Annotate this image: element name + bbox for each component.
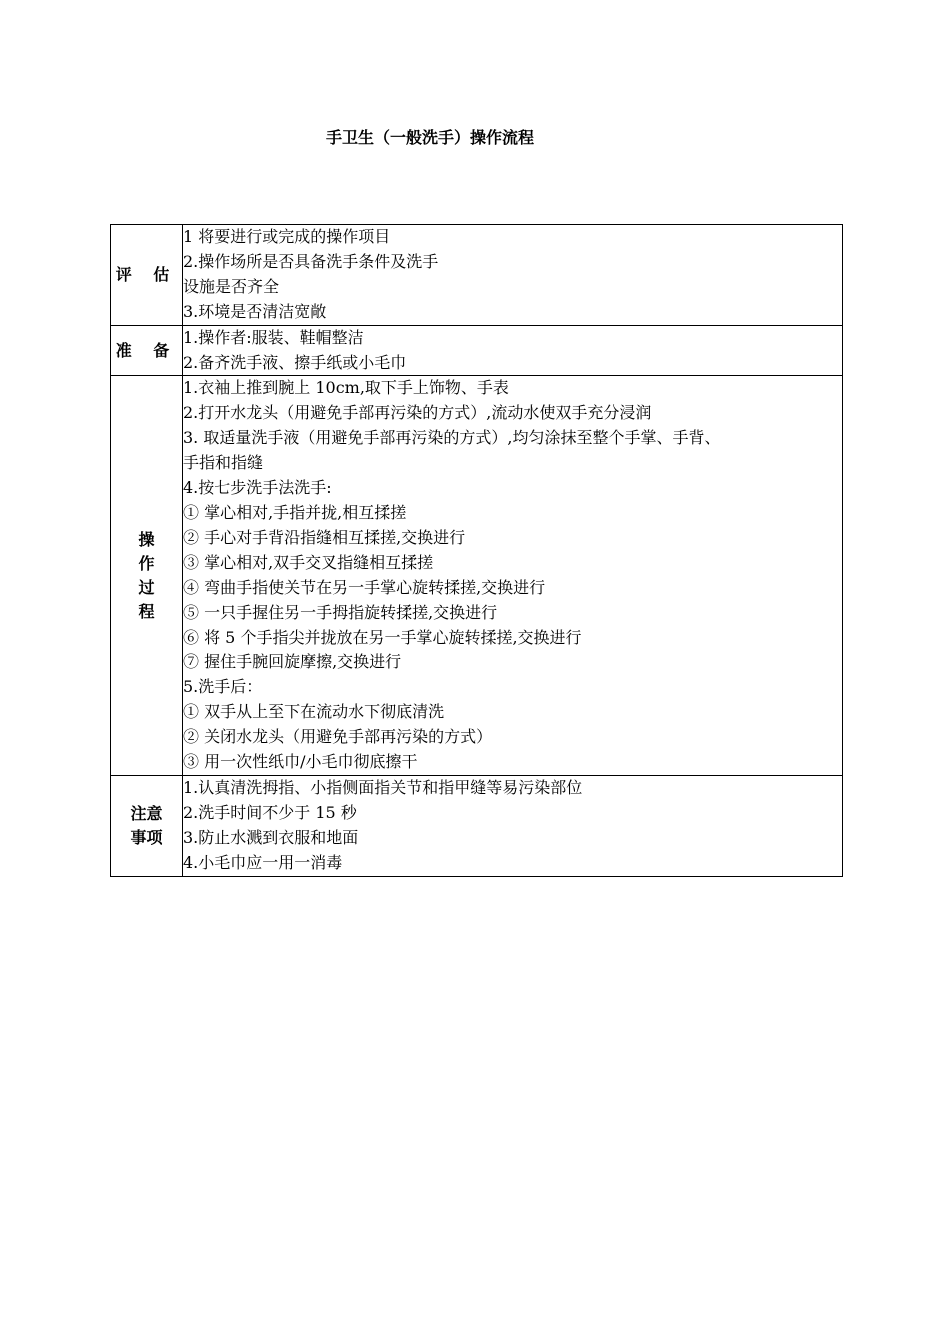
- row-content-notes: [183, 775, 843, 876]
- list-item: ⑤ 一只手握住另一手拇指旋转揉搓,交换进行: [183, 602, 498, 622]
- list-item: 4.小毛巾应一用一消毒: [183, 852, 343, 872]
- row-label-procedure: [111, 376, 183, 776]
- table-row-assessment: [111, 225, 843, 326]
- list-item: 2.操作场所是否具备洗手条件及洗手: [183, 251, 439, 271]
- row-label-char: 操: [138, 529, 155, 549]
- list-item: 手指和指缝: [183, 453, 264, 473]
- list-item: 3. 取适量洗手液（用避免手部再污染的方式）,均匀涂抹至整个手掌、手背、: [183, 428, 721, 448]
- row-content-preparation: [183, 325, 843, 376]
- row-label-char: 事项: [130, 827, 163, 847]
- list-item: ⑦ 握住手腕回旋摩擦,交换进行: [183, 652, 402, 672]
- list-item: ① 双手从上至下在流动水下彻底清洗: [183, 702, 445, 722]
- row-label-char: 过: [138, 577, 155, 597]
- table-row-procedure: [111, 376, 843, 776]
- list-item: ② 关闭水龙头（用避免手部再污染的方式）: [183, 727, 493, 747]
- list-item: ① 掌心相对,手指并拢,相互揉搓: [183, 502, 407, 522]
- row-label-preparation: 准 备: [111, 325, 183, 376]
- page-title: 手卫生（一般洗手）操作流程: [325, 128, 534, 147]
- list-item: 1 将要进行或完成的操作项目: [183, 227, 391, 246]
- list-item: 1.衣袖上推到腕上 10cm,取下手上饰物、手表: [183, 378, 509, 398]
- list-item: 4.按七步洗手法洗手:: [183, 478, 332, 498]
- table-row-preparation: [111, 325, 843, 376]
- list-item: 1.操作者:服装、鞋帽整洁: [183, 327, 364, 347]
- list-item: 1.认真清洗拇指、小指侧面指关节和指甲缝等易污染部位: [183, 777, 583, 797]
- list-item: 5.洗手后：: [183, 677, 263, 697]
- row-label-notes: [111, 775, 183, 876]
- list-item: 2.备齐洗手液、擦手纸或小毛巾: [183, 352, 407, 372]
- procedure-table: [110, 224, 843, 877]
- row-content-assessment: [183, 225, 843, 326]
- row-label-assessment: 评 估: [111, 225, 183, 326]
- row-label-char: 作: [138, 553, 155, 573]
- row-content-procedure: [183, 376, 843, 776]
- list-item: 设施是否齐全: [183, 276, 280, 296]
- list-item: 3.环境是否清洁宽敞: [183, 301, 327, 321]
- list-item: 3.防止水溅到衣服和地面: [183, 827, 359, 847]
- row-label-char: 注意: [130, 803, 163, 823]
- list-item: ⑥ 将 5 个手指尖并拢放在另一手掌心旋转揉搓,交换进行: [183, 627, 582, 647]
- table-row-notes: [111, 775, 843, 876]
- list-item: ③ 掌心相对,双手交叉指缝相互揉搓: [183, 552, 434, 572]
- list-item: ③ 用一次性纸巾/小毛巾彻底擦干: [183, 752, 418, 772]
- list-item: 2.洗手时间不少于 15 秒: [183, 802, 357, 822]
- list-item: ④ 弯曲手指使关节在另一手掌心旋转揉搓,交换进行: [183, 577, 546, 597]
- row-label-char: 程: [138, 601, 155, 621]
- list-item: 2.打开水龙头（用避免手部再污染的方式）,流动水使双手充分浸润: [183, 403, 652, 423]
- list-item: ② 手心对手背沿指缝相互揉搓,交换进行: [183, 527, 466, 547]
